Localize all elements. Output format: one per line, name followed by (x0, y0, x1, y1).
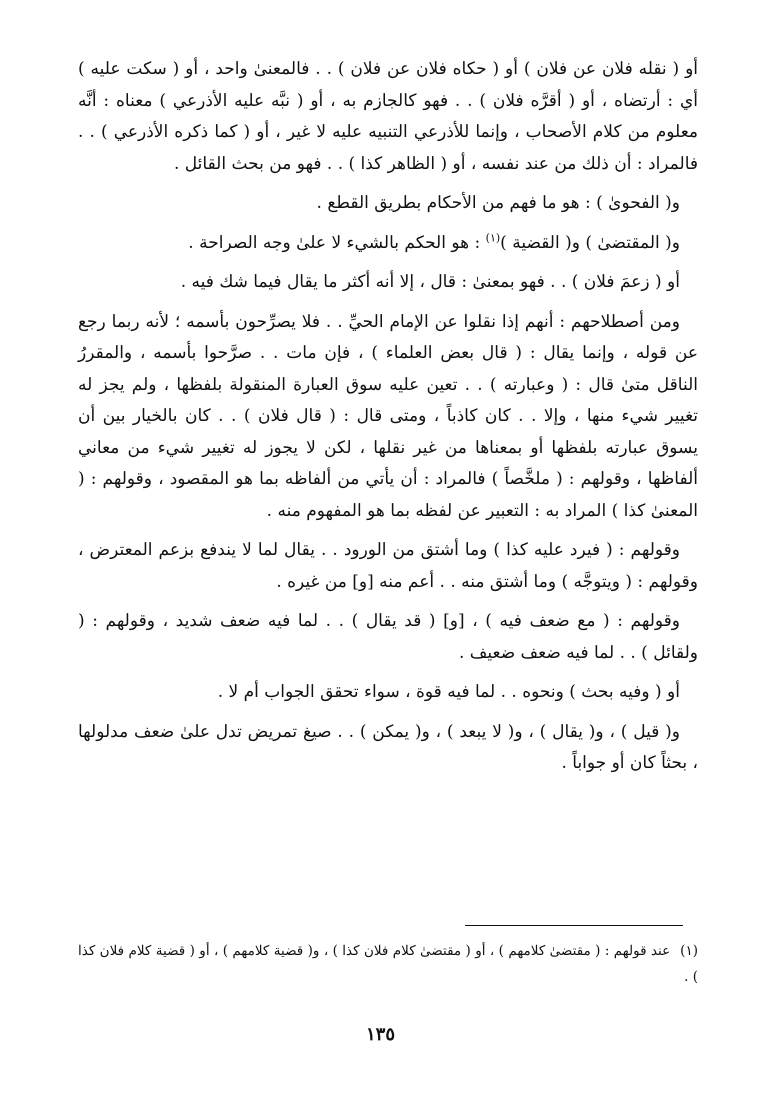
paragraph-3 (78, 228, 698, 260)
paragraph-4: أو ( زعمَ فلان ) . . فهو بمعنىٰ : قال ، إلا أنه أكثر ما يقال فيما شك فيه . (180, 272, 680, 292)
paragraph-3-term: و( المقتضىٰ ) و( القضية ) (500, 232, 680, 253)
footnote-text: عند قولهم : ( مقتضىٰ كلامهم ) ، أو ( مقتضىٰ كلام فلان كذا ) ، و( قضية كلامهم ) ، أو ( قضية كلام فلان كذا ) . (78, 943, 698, 985)
paragraph-2: و( الفحوىٰ ) : هو ما فهم من الأحكام بطريق القطع . (316, 193, 680, 213)
paragraph-3-definition: : هو الحكم بالشيء لا علىٰ وجه الصراحة . (188, 232, 486, 253)
paragraph-1: أو ( نقله فلان عن فلان ) أو ( حكاه فلان عن فلان ) . . فالمعنىٰ واحد ، أو ( سكت عليه ) أي : أرتضاه ، أو ( أقرَّه فلان ) . . فهو كالجازم به ، أو ( نبَّه عليه الأذرعي ) معناه : أنَّه معلوم من كلام الأصحاب ، وإنما للأذرعي التنبيه عليه لا غير ، أو ( كما ذكره الأذرعي ) . . فالمراد : أن ذلك من عند نفسه ، أو ( الظاهر كذا ) . . فهو من بحث القائل . (78, 59, 698, 174)
paragraph-7: وقولهم : ( مع ضعف فيه ) ، [و] ( قد يقال ) . . لما فيه ضعف شديد ، وقولهم : ( ولقائل ) . . لما فيه ضعف ضعيف . (78, 611, 698, 663)
footnote-1 (78, 938, 698, 990)
footnote-number: (١) (680, 943, 698, 959)
paragraph-6: وقولهم : ( فيرد عليه كذا ) وما أشتق من الورود . . يقال لما لا يندفع بزعم المعترض ، وقولهم : ( ويتوجَّه ) وما أشتق منه . . أعم منه [و] من غيره . (78, 540, 698, 592)
footnote-divider (465, 925, 683, 926)
page-number: ١٣٥ (365, 1024, 395, 1045)
paragraph-8: أو ( وفيه بحث ) ونحوه . . لما فيه قوة ، سواء تحقق الجواب أم لا . (217, 682, 680, 702)
footnotes (78, 938, 698, 990)
paragraph-9: و( قيل ) ، و( يقال ) ، و( لا يبعد ) ، و( يمكن ) . . صيغ تمريض تدل علىٰ ضعف مدلولها ، بحثاً كان أو جواباً . (78, 721, 698, 773)
main-text (78, 54, 698, 788)
paragraph-5: ومن أصطلاحهم : أنهم إذا نقلوا عن الإمام الحيِّ . . فلا يصرِّحون بأسمه ؛ لأنه ربما رجع عن قوله ، وإنما يقال : ( قال بعض العلماء ) ، فإن مات . . صرَّحوا بأسمه ، والمقررُ الناقل متىٰ قال : ( وعبارته ) . . تعين عليه سوق العبارة المنقولة بلفظها ، ولم يجز له تغيير شيء منها ، وإلا . . كان كاذباً ، ومتى قال : ( قال فلان ) . . كان بالخيار بين أن يسوق عبارته بلفظها أو بمعناها من غير نقلها ، لكن لا يجوز له تغيير شيء من معاني ألفاظها ، وقولهم : ( ملخَّصاً ) فالمراد : أن يأتي من ألفاظه بما هو المقصود ، وقولهم : ( المعنىٰ كذا ) المراد به : التعبير عن لفظه بما هو المفهوم منه . (78, 311, 698, 521)
footnote-marker[interactable]: (١) (485, 230, 501, 244)
